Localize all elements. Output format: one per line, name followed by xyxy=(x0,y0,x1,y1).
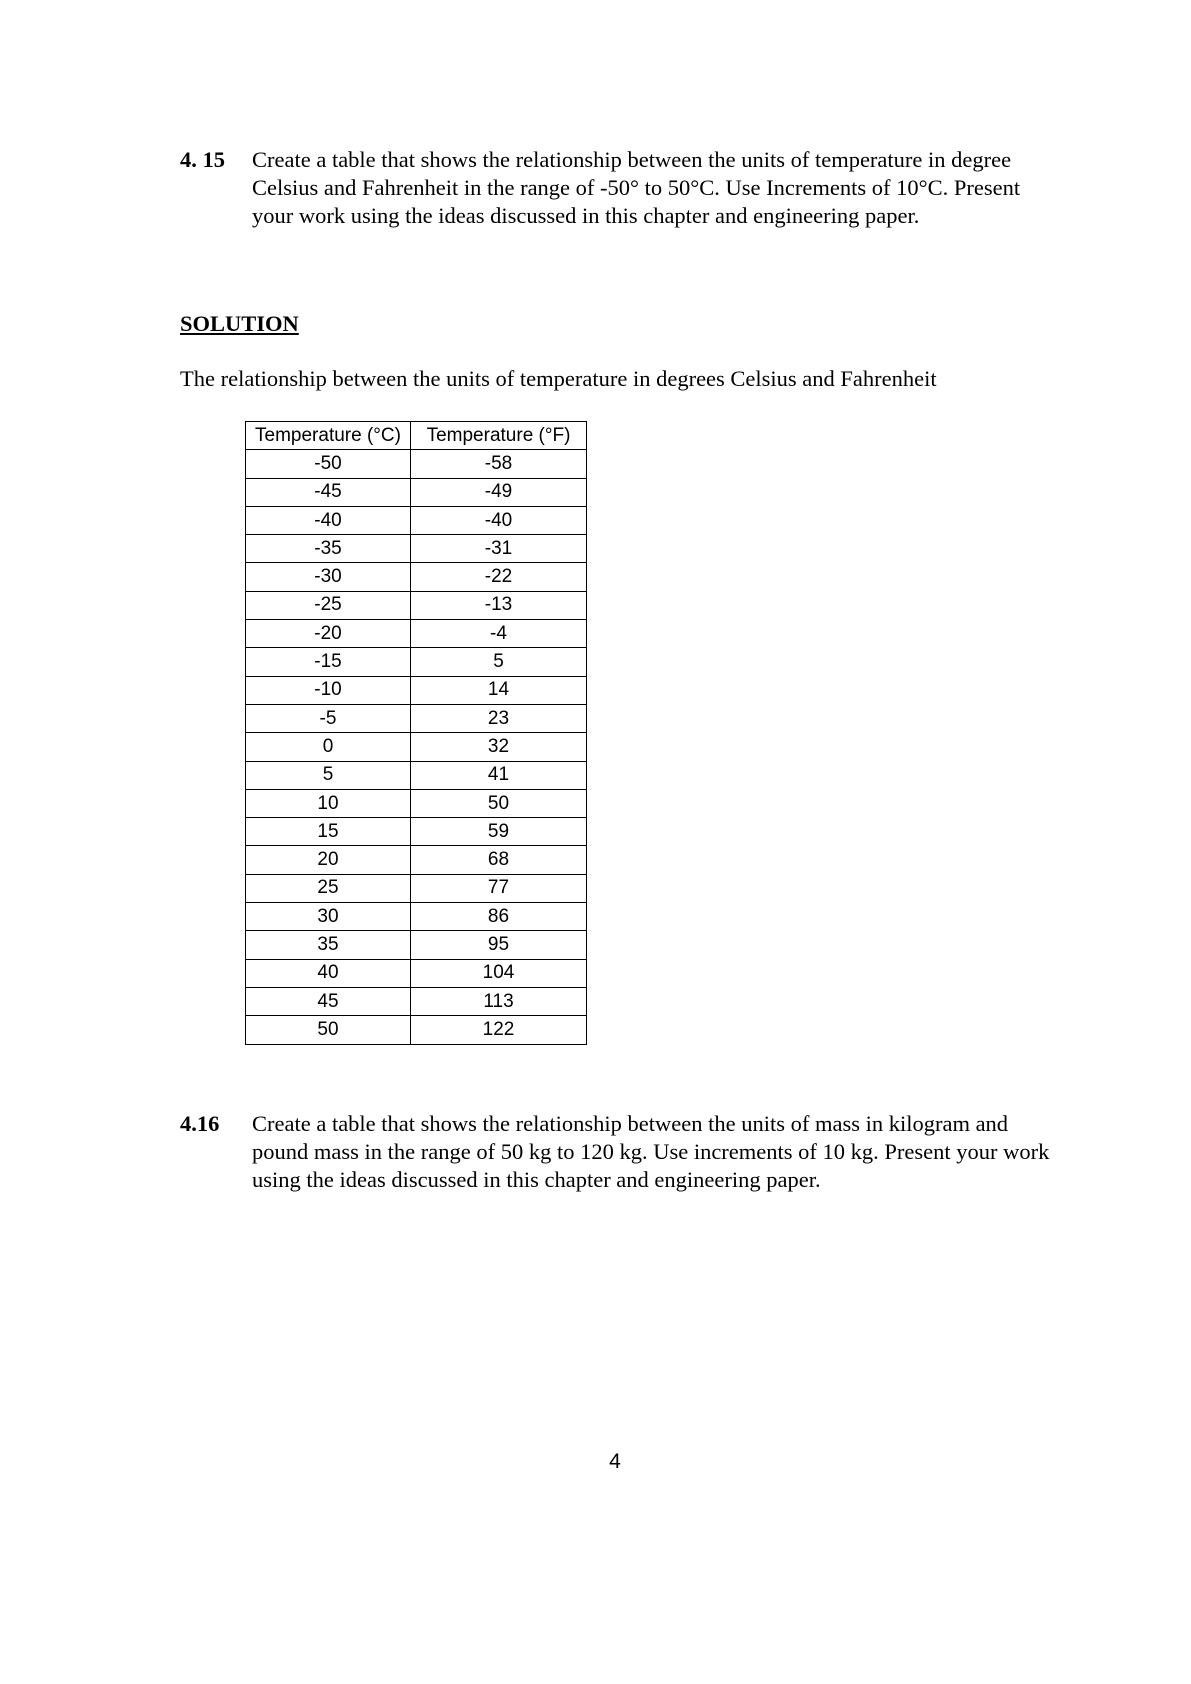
table-row xyxy=(246,959,587,987)
page-number: 4 xyxy=(609,1450,621,1473)
cell-celsius: 45 xyxy=(246,987,411,1015)
cell-celsius: 35 xyxy=(246,931,411,959)
table-row xyxy=(246,1016,587,1044)
table-row xyxy=(246,563,587,591)
cell-celsius: -50 xyxy=(246,450,411,478)
cell-celsius: -10 xyxy=(246,676,411,704)
table-row xyxy=(246,535,587,563)
cell-fahrenheit: 32 xyxy=(411,733,587,761)
cell-celsius: -40 xyxy=(246,506,411,534)
table-row xyxy=(246,450,587,478)
cell-celsius: -5 xyxy=(246,704,411,732)
cell-celsius: 30 xyxy=(246,903,411,931)
cell-celsius: 40 xyxy=(246,959,411,987)
table-row xyxy=(246,478,587,506)
table-row xyxy=(246,648,587,676)
cell-celsius: 50 xyxy=(246,1016,411,1044)
cell-celsius: -30 xyxy=(246,563,411,591)
table-row xyxy=(246,789,587,817)
header-fahrenheit: Temperature (°F) xyxy=(411,422,587,450)
cell-celsius: 5 xyxy=(246,761,411,789)
cell-celsius: 25 xyxy=(246,874,411,902)
table-row xyxy=(246,704,587,732)
temperature-conversion-table xyxy=(245,421,587,1045)
cell-celsius: -15 xyxy=(246,648,411,676)
table-row xyxy=(246,733,587,761)
solution-heading: SOLUTION xyxy=(180,311,299,336)
cell-celsius: 0 xyxy=(246,733,411,761)
problem-number: 4. 15 xyxy=(180,147,225,172)
cell-fahrenheit: 14 xyxy=(411,676,587,704)
cell-fahrenheit: 41 xyxy=(411,761,587,789)
cell-celsius: -45 xyxy=(246,478,411,506)
cell-fahrenheit: 5 xyxy=(411,648,587,676)
problem-statement: Create a table that shows the relationship between the units of mass in kilogram and pound mass in the range of 50 kg to 120 kg. Use increments of 10 kg. Present your work using the ideas discussed in this chapter and engineering paper. xyxy=(252,1111,1050,1192)
table-row xyxy=(246,903,587,931)
table-row xyxy=(246,620,587,648)
table-row xyxy=(246,676,587,704)
table-row xyxy=(246,874,587,902)
cell-fahrenheit: 50 xyxy=(411,789,587,817)
cell-fahrenheit: 68 xyxy=(411,846,587,874)
problem-number: 4.16 xyxy=(180,1111,220,1136)
table-row xyxy=(246,931,587,959)
table-row xyxy=(246,761,587,789)
cell-fahrenheit: -49 xyxy=(411,478,587,506)
cell-fahrenheit: 95 xyxy=(411,931,587,959)
problem-4-16 xyxy=(180,1110,1060,1194)
header-celsius: Temperature (°C) xyxy=(246,422,411,450)
table-body xyxy=(246,450,587,1044)
table-row xyxy=(246,591,587,619)
problem-4-15 xyxy=(180,146,1060,230)
problem-statement: Create a table that shows the relationship between the units of temperature in degree Celsius and Fahrenheit in the range of -50° to 50°C. Use Increments of 10°C. Present your work using the ideas discussed in this chapter and engineering paper. xyxy=(252,147,1021,228)
cell-celsius: -35 xyxy=(246,535,411,563)
cell-fahrenheit: 86 xyxy=(411,903,587,931)
cell-celsius: 10 xyxy=(246,789,411,817)
table-row xyxy=(246,506,587,534)
table-header-row xyxy=(246,422,587,450)
cell-fahrenheit: 122 xyxy=(411,1016,587,1044)
cell-fahrenheit: -58 xyxy=(411,450,587,478)
cell-celsius: -20 xyxy=(246,620,411,648)
solution-intro: The relationship between the units of temperature in degrees Celsius and Fahrenheit xyxy=(180,366,937,391)
cell-fahrenheit: -13 xyxy=(411,591,587,619)
cell-fahrenheit: -40 xyxy=(411,506,587,534)
cell-fahrenheit: -31 xyxy=(411,535,587,563)
table-row xyxy=(246,818,587,846)
cell-celsius: -25 xyxy=(246,591,411,619)
cell-fahrenheit: 77 xyxy=(411,874,587,902)
cell-fahrenheit: 113 xyxy=(411,987,587,1015)
cell-fahrenheit: -4 xyxy=(411,620,587,648)
cell-fahrenheit: 59 xyxy=(411,818,587,846)
cell-celsius: 15 xyxy=(246,818,411,846)
table-row xyxy=(246,846,587,874)
cell-fahrenheit: -22 xyxy=(411,563,587,591)
cell-fahrenheit: 23 xyxy=(411,704,587,732)
cell-fahrenheit: 104 xyxy=(411,959,587,987)
table-row xyxy=(246,987,587,1015)
cell-celsius: 20 xyxy=(246,846,411,874)
